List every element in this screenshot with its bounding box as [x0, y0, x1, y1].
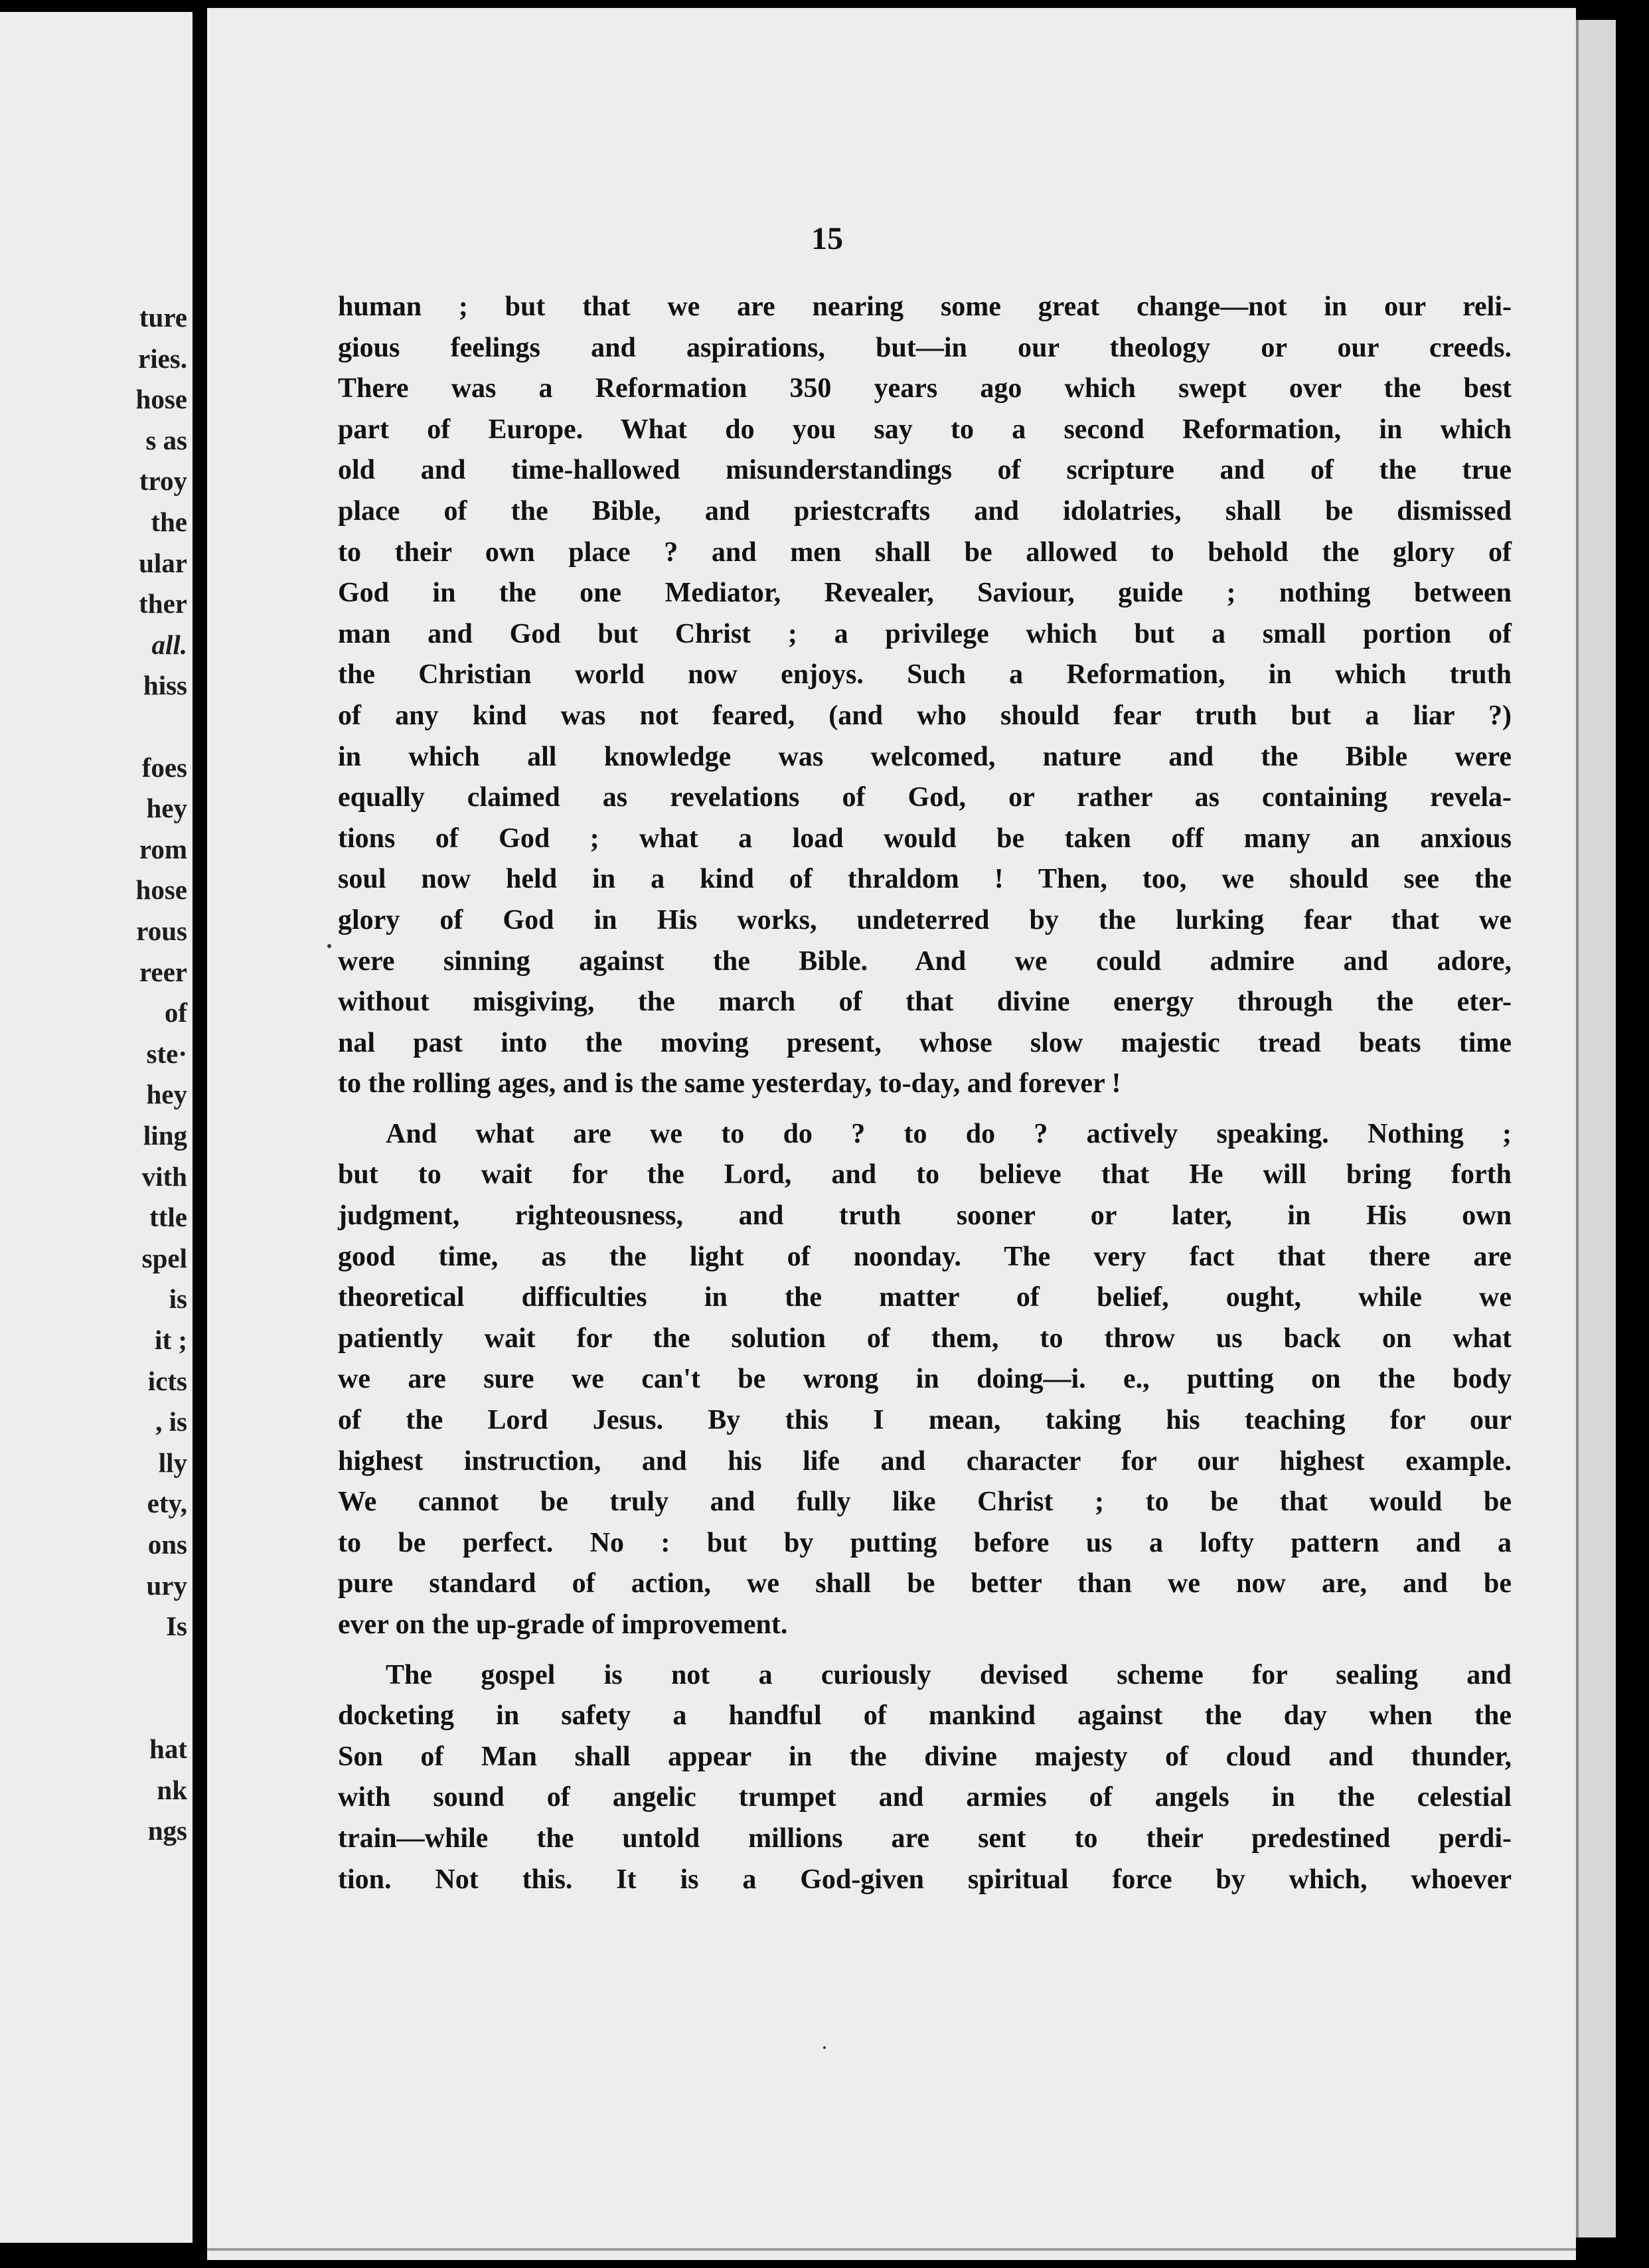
- previous-page-line: hiss: [143, 670, 187, 701]
- previous-page-fragment: [0, 12, 193, 2243]
- page-number: 15: [811, 221, 843, 256]
- previous-page-line: hey: [146, 793, 187, 824]
- text-line: to the rolling ages, and is the same yesterday, to-day, and forever !: [338, 1068, 1121, 1099]
- text-line: God in the one Mediator, Revealer, Saviour, guide ; nothing between: [338, 578, 1512, 609]
- text-line: judgment, righteousness, and truth sooner or later, in His own: [338, 1200, 1512, 1232]
- text-line: to be perfect. No : but by putting before us a lofty pattern and a: [338, 1527, 1512, 1558]
- previous-page-line: ons: [147, 1529, 187, 1560]
- previous-page-line: all.: [151, 629, 187, 660]
- previous-page-line: vith: [141, 1161, 187, 1192]
- text-line: patiently wait for the solution of them, to throw us back on what: [338, 1323, 1512, 1354]
- page-edge: [1576, 20, 1616, 2237]
- text-line: pure standard of action, we shall be better than we now are, and be: [338, 1568, 1512, 1599]
- text-line: equally claimed as revelations of God, or rather as containing revela-: [338, 782, 1512, 813]
- text-line: we are sure we can't be wrong in doing—i. e., putting on the body: [338, 1364, 1512, 1395]
- previous-page-line: s as: [145, 424, 187, 455]
- paragraph: [338, 287, 1512, 1105]
- page-bottom-rule: [207, 2248, 1576, 2251]
- previous-page-line: reer: [139, 956, 187, 987]
- text-line: And what are we to do ? to do ? actively speaking. Nothing ;: [386, 1118, 1512, 1149]
- previous-page-line: ture: [139, 302, 187, 333]
- previous-page-line: Is: [166, 1611, 187, 1642]
- previous-page-line: foes: [141, 752, 187, 783]
- paragraph-gap: [338, 1646, 1512, 1655]
- text-line: but to wait for the Lord, and to believe that He will bring forth: [338, 1159, 1512, 1190]
- previous-page-line: hose: [135, 874, 187, 906]
- text-line: without misgiving, the march of that divine energy through the eter-: [338, 987, 1512, 1018]
- text-line: soul now held in a kind of thraldom ! Then, too, we should see the: [338, 864, 1512, 895]
- previous-page-line: icts: [147, 1365, 187, 1396]
- text-line: The gospel is not a curiously devised scheme for sealing and: [386, 1659, 1512, 1690]
- text-line: to their own place ? and men shall be allowed to behold the glory of: [338, 536, 1512, 568]
- previous-page-line: hey: [146, 1079, 187, 1110]
- paragraph-gap: [338, 1105, 1512, 1114]
- previous-page-line: ular: [139, 547, 187, 578]
- text-line: gious feelings and aspirations, but—in our theology or our creeds.: [338, 332, 1512, 363]
- text-line: tions of God ; what a load would be taken off many an anxious: [338, 823, 1512, 854]
- previous-page-line: hose: [135, 384, 187, 415]
- previous-page-line: lly: [158, 1447, 187, 1478]
- scanned-page: [207, 8, 1576, 2260]
- previous-page-line: spel: [141, 1242, 187, 1273]
- text-line: highest instruction, and his life and character for our highest example.: [338, 1445, 1512, 1477]
- body-text: [338, 287, 1512, 1900]
- previous-page-line: it ;: [155, 1325, 187, 1355]
- previous-page-line: ury: [146, 1570, 187, 1601]
- paragraph: [338, 1655, 1512, 1901]
- text-line: human ; but that we are nearing some great change—not in our reli-: [338, 291, 1512, 322]
- previous-page-line: troy: [139, 465, 187, 497]
- previous-page-line: of: [164, 997, 187, 1028]
- text-line: with sound of angelic trumpet and armies of angels in the celestial: [338, 1782, 1512, 1813]
- previous-page-line: the: [151, 507, 187, 537]
- text-line: the Christian world now enjoys. Such a Reformation, in which truth: [338, 659, 1512, 690]
- previous-page-line: ther: [139, 588, 187, 619]
- previous-page-line: hat: [149, 1734, 187, 1764]
- text-line: glory of God in His works, undeterred by the lurking fear that we: [338, 904, 1512, 935]
- previous-page-line: ety,: [147, 1488, 187, 1519]
- text-line: We cannot be truly and fully like Christ ; to be that would be: [338, 1487, 1512, 1518]
- stray-mark: [823, 2046, 826, 2049]
- text-line: theoretical difficulties in the matter of belief, ought, while we: [338, 1282, 1512, 1313]
- stray-mark: [327, 944, 331, 948]
- text-line: tion. Not this. It is a God-given spiritual force by which, whoever: [338, 1864, 1512, 1895]
- text-line: train—while the untold millions are sent to their predestined perdi-: [338, 1822, 1512, 1854]
- text-line: were sinning against the Bible. And we could admire and adore,: [338, 945, 1512, 977]
- previous-page-line: ling: [143, 1120, 187, 1151]
- text-line: ever on the up-grade of improvement.: [338, 1609, 788, 1640]
- previous-page-line: is: [169, 1283, 187, 1315]
- text-line: of the Lord Jesus. By this I mean, taking his teaching for our: [338, 1405, 1512, 1436]
- previous-page-line: ries.: [138, 343, 187, 374]
- text-line: of any kind was not feared, (and who should fear truth but a liar ?): [338, 700, 1512, 731]
- previous-page-line: ngs: [147, 1815, 187, 1846]
- text-line: There was a Reformation 350 years ago which swept over the best: [338, 373, 1512, 404]
- text-line: good time, as the light of noonday. The very fact that there are: [338, 1241, 1512, 1272]
- text-line: old and time-hallowed misunderstandings of scripture and of the true: [338, 455, 1512, 486]
- text-line: Son of Man shall appear in the divine majesty of cloud and thunder,: [338, 1741, 1512, 1772]
- text-line: man and God but Christ ; a privilege which but a small portion of: [338, 618, 1512, 649]
- text-line: docketing in safety a handful of mankind against the day when the: [338, 1700, 1512, 1732]
- previous-page-line: , is: [155, 1406, 187, 1437]
- previous-page-line: ttle: [149, 1202, 187, 1233]
- previous-page-line: ste·: [146, 1038, 187, 1069]
- previous-page-line: nk: [157, 1774, 187, 1805]
- text-line: nal past into the moving present, whose slow majestic tread beats time: [338, 1027, 1512, 1058]
- text-line: place of the Bible, and priestcrafts and idolatries, shall be dismissed: [338, 495, 1512, 526]
- previous-page-line: rous: [136, 916, 187, 946]
- paragraph: [338, 1114, 1512, 1646]
- text-line: in which all knowledge was welcomed, nature and the Bible were: [338, 741, 1512, 772]
- text-line: part of Europe. What do you say to a second Reformation, in which: [338, 414, 1512, 445]
- previous-page-line: rom: [139, 833, 187, 864]
